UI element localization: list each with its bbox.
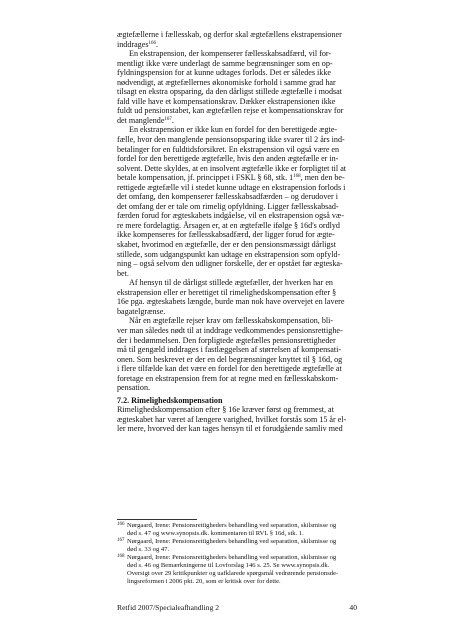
text-line: En ekstrapension er ikke kun en fordel for den berettigede ægte- (129, 125, 338, 135)
text-line: solvent. Dette skyldes, at en insolvent ægtefælle ikke er forpligtet til at (117, 163, 347, 173)
text-line: rettigede ægtefælle vil i stedet kunne udtage en ekstrapension forlods i (117, 182, 346, 192)
text-line: onen. Som beskrevet er der en del begrænsninger knyttet til § 16d, og (117, 354, 343, 364)
text-line: fuldt ud pensionstabet, kan ægtefællen rejse et kompensationskrav for (117, 106, 344, 116)
text-line: Af hensyn til de dårligst stillede ægtefæller, der hverken har en (129, 278, 333, 288)
footnote-number: 166 (117, 522, 125, 527)
text-line: færden forud for ægteskabets indgåelse, vil en ekstrapension også væ- (117, 211, 345, 221)
footnote-number: 168 (117, 554, 125, 560)
footnote-168 (117, 554, 357, 586)
footnote-ref-168[interactable]: 168 (293, 174, 301, 180)
footnote-number: 167 (117, 538, 125, 544)
text-fragment: , men den be- (300, 173, 345, 183)
paragraph-3 (117, 125, 357, 278)
footnote-167 (117, 538, 357, 554)
footnote-line: død s. 47 og www.synopsis.dk. kommentaren til RVL § 16d, stk. 1. (127, 530, 304, 538)
text-line: betalinger for en fuldtidsforsikret. En ekstrapension vil også være en (117, 144, 340, 154)
text-line: fyldningspension for at kunne udtages forlods. Det er således ikke (117, 68, 331, 78)
text-line: må til gengæld inddrages i fastlæggelsen af størrelsen af kompensati- (117, 345, 342, 355)
text-fragment: betale kompensation, jf. princippet i FSKL § 68, stk. 1 (117, 173, 294, 183)
text-line: det omfang der er tale om rimelig opfyldning. Ligger fællesskabsad- (117, 201, 339, 211)
text-fragment: det manglende (117, 115, 165, 125)
footnote-ref-167[interactable]: 167 (164, 116, 172, 122)
text-line: 16e pga. ægteskabets længde, burde man nok have overvejet en lavere (117, 297, 345, 307)
footnote-line: død s. 46 og Bemærkningerne til Lovforslag 146 s. 25. Se www.synopsis.dk. (127, 562, 330, 570)
footnote-166 (117, 522, 357, 538)
text-line: fælle, hvor den manglende pensionsopsparing ikke svarer til 2 års ind- (117, 135, 345, 145)
text-line: Rimelighedskompensation efter § 16e kræver først og fremmest, at (117, 405, 334, 415)
text-fragment: . (171, 115, 174, 125)
text-line: ægteskabet har været af længere varighed, hvilket forstås som 15 år el- (117, 414, 347, 424)
page-number: 40 (349, 603, 357, 612)
text-line: ægtefællerne i fællesskab, og derfor skal ægtefællens ekstrapensioner (117, 30, 342, 39)
text-line: ver man således nødt til at inddrage vedkommendes pensionsrettighe- (117, 325, 343, 335)
paragraph-4 (117, 278, 357, 316)
text-line: En ekstrapension, der kompenserer fællesskabsadfærd, vil for- (129, 49, 332, 59)
text-line: fald ville have et kompensationskrav. Dækker ekstrapensionen ikke (117, 96, 336, 106)
text-line: re mere fordelagtig. Årsagen er, at en ægtefælle ifølge § 16d's ordlyd (117, 220, 340, 230)
text-line: bagatelgrænse. (117, 306, 166, 316)
footer-source: Retfid 2007/Specialeafhandling 2 (117, 603, 220, 612)
text-line: nødvendigt, at ægtefællernes økonomiske forhold i samme grad har (117, 77, 336, 87)
footnote-divider (117, 519, 197, 520)
text-fragment: inddrages (117, 39, 149, 49)
footnote-line: død s. 33 og 47. (127, 546, 170, 554)
text-line: skabet, hvorimod en ægtefælle, der er den pensionsmæssigt dårligst (117, 240, 336, 250)
text-line: ning – også selvom den udligner forskelle, der er opstået før ægteska- (117, 259, 343, 269)
footnote-line: Oversigt over 29 kritikpunkter og uafklarede spørgsmål vedrørende pensionsde- (127, 570, 339, 578)
paragraph-1 (117, 30, 357, 49)
text-line: tilsagt en ekstra opsparing, da den dårligst stillede ægtefælle i modsat (117, 87, 343, 97)
paragraph-5 (117, 316, 357, 392)
paragraph-2 (117, 49, 357, 125)
footnote-line: Nørgaard, Irene: Pensionsrettigheders behandling ved separation, skilsmisse og (127, 522, 337, 529)
text-fragment: . (155, 39, 158, 49)
text-line: ekstrapension eller er berettiget til rimelighedskompensation efter § (117, 287, 337, 297)
text-line (117, 173, 357, 183)
section-heading: 7.2. Rimelighedskompensation (117, 395, 223, 405)
footnotes (117, 522, 357, 586)
text-line: Når en ægtefælle rejser krav om fællesskabskompensation, bli- (129, 316, 334, 326)
text-line: i flere tilfælde kan det være en fordel for den berettigede ægtefælle at (117, 364, 342, 374)
text-line: fordel for den berettigede ægtefælle, hvis den anden ægtefælle er in- (117, 154, 339, 164)
text-line: ikke kompenseres for fællesskabsadfærd, der ligger forud for ægte- (117, 230, 335, 240)
text-line: bet. (117, 268, 129, 278)
text-line: der i bedømmelsen. Den forpligtede ægtefælles pensionsrettigheder (117, 335, 336, 345)
footnote-line: Nørgaard, Irene: Pensionsrettigheders behandling ved separation, skilsmisse og (127, 538, 337, 546)
body-text (117, 30, 357, 434)
text-line: stillede, som udgangspunkt kan udtage en ekstrapension som opfyld- (117, 249, 341, 259)
text-line (117, 40, 357, 50)
footnote-ref-166[interactable]: 166 (148, 40, 156, 46)
text-line: pensation. (117, 383, 151, 393)
text-line: det omfang, den kompenserer fællesskabsadfærden – og derudover i (117, 192, 338, 202)
text-line: mentligt ikke være underlagt de samme begrænsninger som en op- (117, 58, 333, 68)
paragraph-6 (117, 405, 357, 434)
text-line: foretage en ekstrapension frem for at regne med en fællesskabskom- (117, 373, 339, 383)
text-line (117, 116, 357, 126)
footnote-line: Nørgaard, Irene: Pensionsrettigheders behandling ved separation, skilsmisse og (127, 554, 337, 562)
footnote-line: lingsreformen i 2006 pkt. 20, som er kritisk over for dette. (127, 578, 281, 586)
text-line: ler mere, hvorved der kan tages hensyn til et forudgående samliv med (117, 424, 343, 434)
